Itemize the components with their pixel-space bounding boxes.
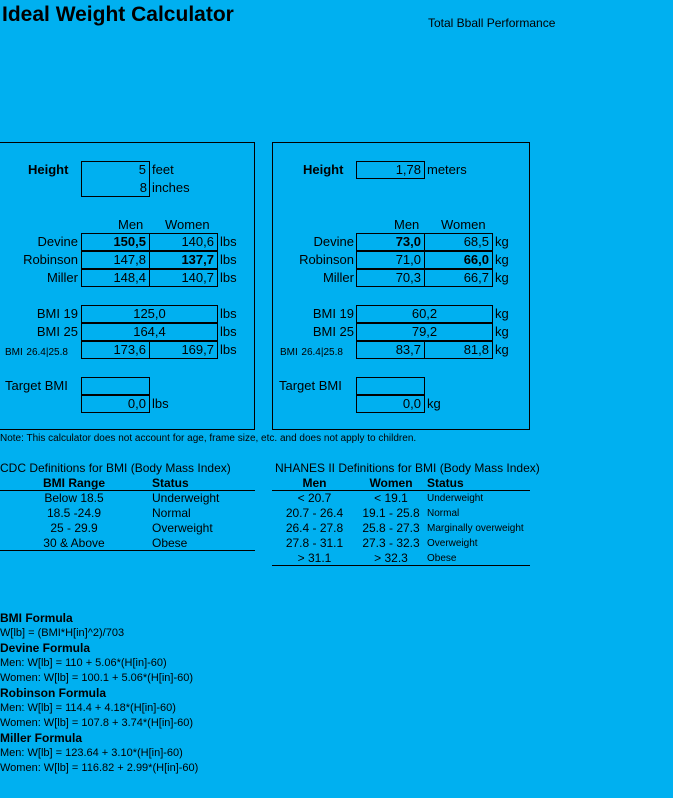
metric-bmi25-label: BMI 25 <box>312 324 354 339</box>
metric-robinson-men: 71,0 <box>356 251 425 269</box>
cdc-row-range: 25 - 29.9 <box>50 521 98 535</box>
miller-formula-women: Women: W[lb] = 116.82 + 2.99*(H[in]-60) <box>0 762 199 774</box>
nhanes-header-status: Status <box>427 476 464 490</box>
imperial-miller-label: Miller <box>46 270 78 285</box>
imperial-miller-men: 148,4 <box>81 269 150 287</box>
disclaimer-note: Note: This calculator does not account for age, frame size, etc. and does not apply to children. <box>0 433 417 444</box>
page-title: Ideal Weight Calculator <box>2 3 234 26</box>
meters-unit: meters <box>427 162 467 177</box>
cdc-row-status: Obese <box>152 536 188 550</box>
metric-robinson-women: 66,0 <box>424 251 493 269</box>
metric-bmi25-value: 79,2 <box>356 323 493 341</box>
robinson-formula-men: Men: W[lb] = 114.4 + 4.18*(H[in]-60) <box>0 702 176 714</box>
imperial-miller-women: 140,7 <box>149 269 218 287</box>
miller-formula-men: Men: W[lb] = 123.64 + 3.10*(H[in]-60) <box>0 747 183 759</box>
robinson-formula-women: Women: W[lb] = 107.8 + 3.74*(H[in]-60) <box>0 717 193 729</box>
metric-devine-men: 73,0 <box>356 233 425 251</box>
miller-formula-heading: Miller Formula <box>0 731 83 745</box>
imperial-miller-unit: lbs <box>220 270 237 285</box>
cdc-row-status: Underweight <box>152 491 220 505</box>
nhanes-header-women: Women <box>369 476 413 490</box>
meters-input[interactable]: 1,78 <box>356 161 425 179</box>
cdc-row-range: 30 & Above <box>43 536 105 550</box>
nhanes-row-men: 27.8 - 31.1 <box>285 536 344 550</box>
metric-bmi-alt-women: 81,8 <box>424 341 493 359</box>
metric-miller-unit: kg <box>495 270 509 285</box>
cdc-title: CDC Definitions for BMI (Body Mass Index) <box>0 461 231 475</box>
metric-bmi-alt-men: 83,7 <box>356 341 425 359</box>
imperial-target-unit: lbs <box>152 396 169 411</box>
devine-formula-heading: Devine Formula <box>0 641 91 655</box>
nhanes-bottom-rule <box>272 565 530 566</box>
nhanes-row-status: Normal <box>427 508 460 519</box>
imperial-col-men: Men <box>118 217 144 232</box>
imperial-devine-label: Devine <box>37 234 78 249</box>
imperial-bmi-alt-men: 173,6 <box>81 341 150 359</box>
nhanes-row-status: Underweight <box>427 493 484 504</box>
nhanes-row-status: Marginally overweight <box>427 523 524 534</box>
cdc-row-status: Overweight <box>152 521 213 535</box>
imperial-target-bmi-input[interactable] <box>81 377 150 395</box>
metric-robinson-label: Robinson <box>299 252 354 267</box>
imperial-bmi25-label: BMI 25 <box>36 324 78 339</box>
metric-col-men: Men <box>394 217 420 232</box>
metric-robinson-unit: kg <box>495 252 509 267</box>
nhanes-header-men: Men <box>302 476 327 490</box>
devine-formula-men: Men: W[lb] = 110 + 5.06*(H[in]-60) <box>0 657 167 669</box>
metric-height-label: Height <box>303 162 344 177</box>
metric-devine-label: Devine <box>313 234 354 249</box>
metric-miller-women: 66,7 <box>424 269 493 287</box>
metric-target-result: 0,0 <box>356 395 425 413</box>
nhanes-row-men: 20.7 - 26.4 <box>285 506 344 520</box>
nhanes-row-women: 27.3 - 32.3 <box>362 536 420 550</box>
imperial-devine-men: 150,5 <box>81 233 150 251</box>
feet-unit: feet <box>152 162 174 177</box>
cdc-header-range: BMI Range <box>42 476 105 490</box>
metric-miller-men: 70,3 <box>356 269 425 287</box>
imperial-target-result: 0,0 <box>81 395 150 413</box>
metric-target-bmi-input[interactable] <box>356 377 425 395</box>
bmi-formula-heading: BMI Formula <box>0 611 73 625</box>
metric-bmi19-label: BMI 19 <box>312 306 354 321</box>
nhanes-title: NHANES II Definitions for BMI (Body Mass Index) <box>275 461 540 475</box>
imperial-target-label: Target BMI <box>5 378 68 393</box>
imperial-bmi19-value: 125,0 <box>81 305 218 323</box>
metric-target-unit: kg <box>427 396 441 411</box>
nhanes-row-status: Obese <box>427 553 457 564</box>
imperial-robinson-label: Robinson <box>23 252 78 267</box>
nhanes-row-women: 19.1 - 25.8 <box>362 506 420 520</box>
imperial-bmi-alt-label <box>5 343 68 358</box>
imperial-devine-women: 140,6 <box>149 233 218 251</box>
nhanes-row-women: 25.8 - 27.3 <box>362 521 420 535</box>
imperial-robinson-women: 137,7 <box>149 251 218 269</box>
cdc-row-range: 18.5 -24.9 <box>46 506 102 520</box>
imperial-bmi19-unit: lbs <box>220 306 237 321</box>
imperial-bmi-alt-women: 169,7 <box>149 341 218 359</box>
nhanes-row-women: > 32.3 <box>374 551 408 565</box>
cdc-header-status: Status <box>152 476 189 490</box>
imperial-robinson-unit: lbs <box>220 252 237 267</box>
subtitle: Total Bball Performance <box>428 16 556 30</box>
nhanes-row-status: Overweight <box>427 538 478 549</box>
imperial-devine-unit: lbs <box>220 234 237 249</box>
metric-bmi-alt-label-b: 26.4|25.8 <box>301 347 343 358</box>
nhanes-row-women: < 19.1 <box>374 491 408 505</box>
metric-miller-label: Miller <box>322 270 354 285</box>
imperial-robinson-men: 147,8 <box>81 251 150 269</box>
nhanes-row-men: 26.4 - 27.8 <box>285 521 344 535</box>
imperial-col-women: Women <box>165 217 210 232</box>
metric-bmi25-unit: kg <box>495 324 509 339</box>
imperial-height-label: Height <box>28 162 69 177</box>
bmi-formula: W[lb] = (BMI*H[in]^2)/703 <box>0 627 125 639</box>
metric-devine-women: 68,5 <box>424 233 493 251</box>
imperial-bmi-alt-label-a: BMI <box>5 347 23 358</box>
metric-bmi-alt-unit: kg <box>495 342 509 357</box>
nhanes-row-men: > 31.1 <box>297 551 332 565</box>
nhanes-row-men: < 20.7 <box>297 491 332 505</box>
metric-target-label: Target BMI <box>279 378 342 393</box>
feet-input[interactable]: 5 <box>81 161 150 197</box>
metric-col-women: Women <box>441 217 486 232</box>
cdc-row-status: Normal <box>152 506 191 520</box>
devine-formula-women: Women: W[lb] = 100.1 + 5.06*(H[in]-60) <box>0 672 193 684</box>
imperial-bmi19-label: BMI 19 <box>36 306 78 321</box>
imperial-bmi25-unit: lbs <box>220 324 237 339</box>
metric-bmi19-unit: kg <box>495 306 509 321</box>
imperial-bmi-alt-label-b: 26.4|25.8 <box>26 347 68 358</box>
metric-devine-unit: kg <box>495 234 509 249</box>
metric-bmi-alt-label <box>280 343 343 358</box>
cdc-bottom-rule <box>0 550 255 551</box>
imperial-bmi25-value: 164,4 <box>81 323 218 341</box>
metric-bmi19-value: 60,2 <box>356 305 493 323</box>
cdc-row-range: Below 18.5 <box>44 491 104 505</box>
inches-unit: inches <box>152 180 190 195</box>
metric-bmi-alt-label-a: BMI <box>280 347 298 358</box>
robinson-formula-heading: Robinson Formula <box>0 686 106 700</box>
imperial-bmi-alt-unit: lbs <box>220 342 237 357</box>
inches-input[interactable]: 8 <box>139 180 147 195</box>
